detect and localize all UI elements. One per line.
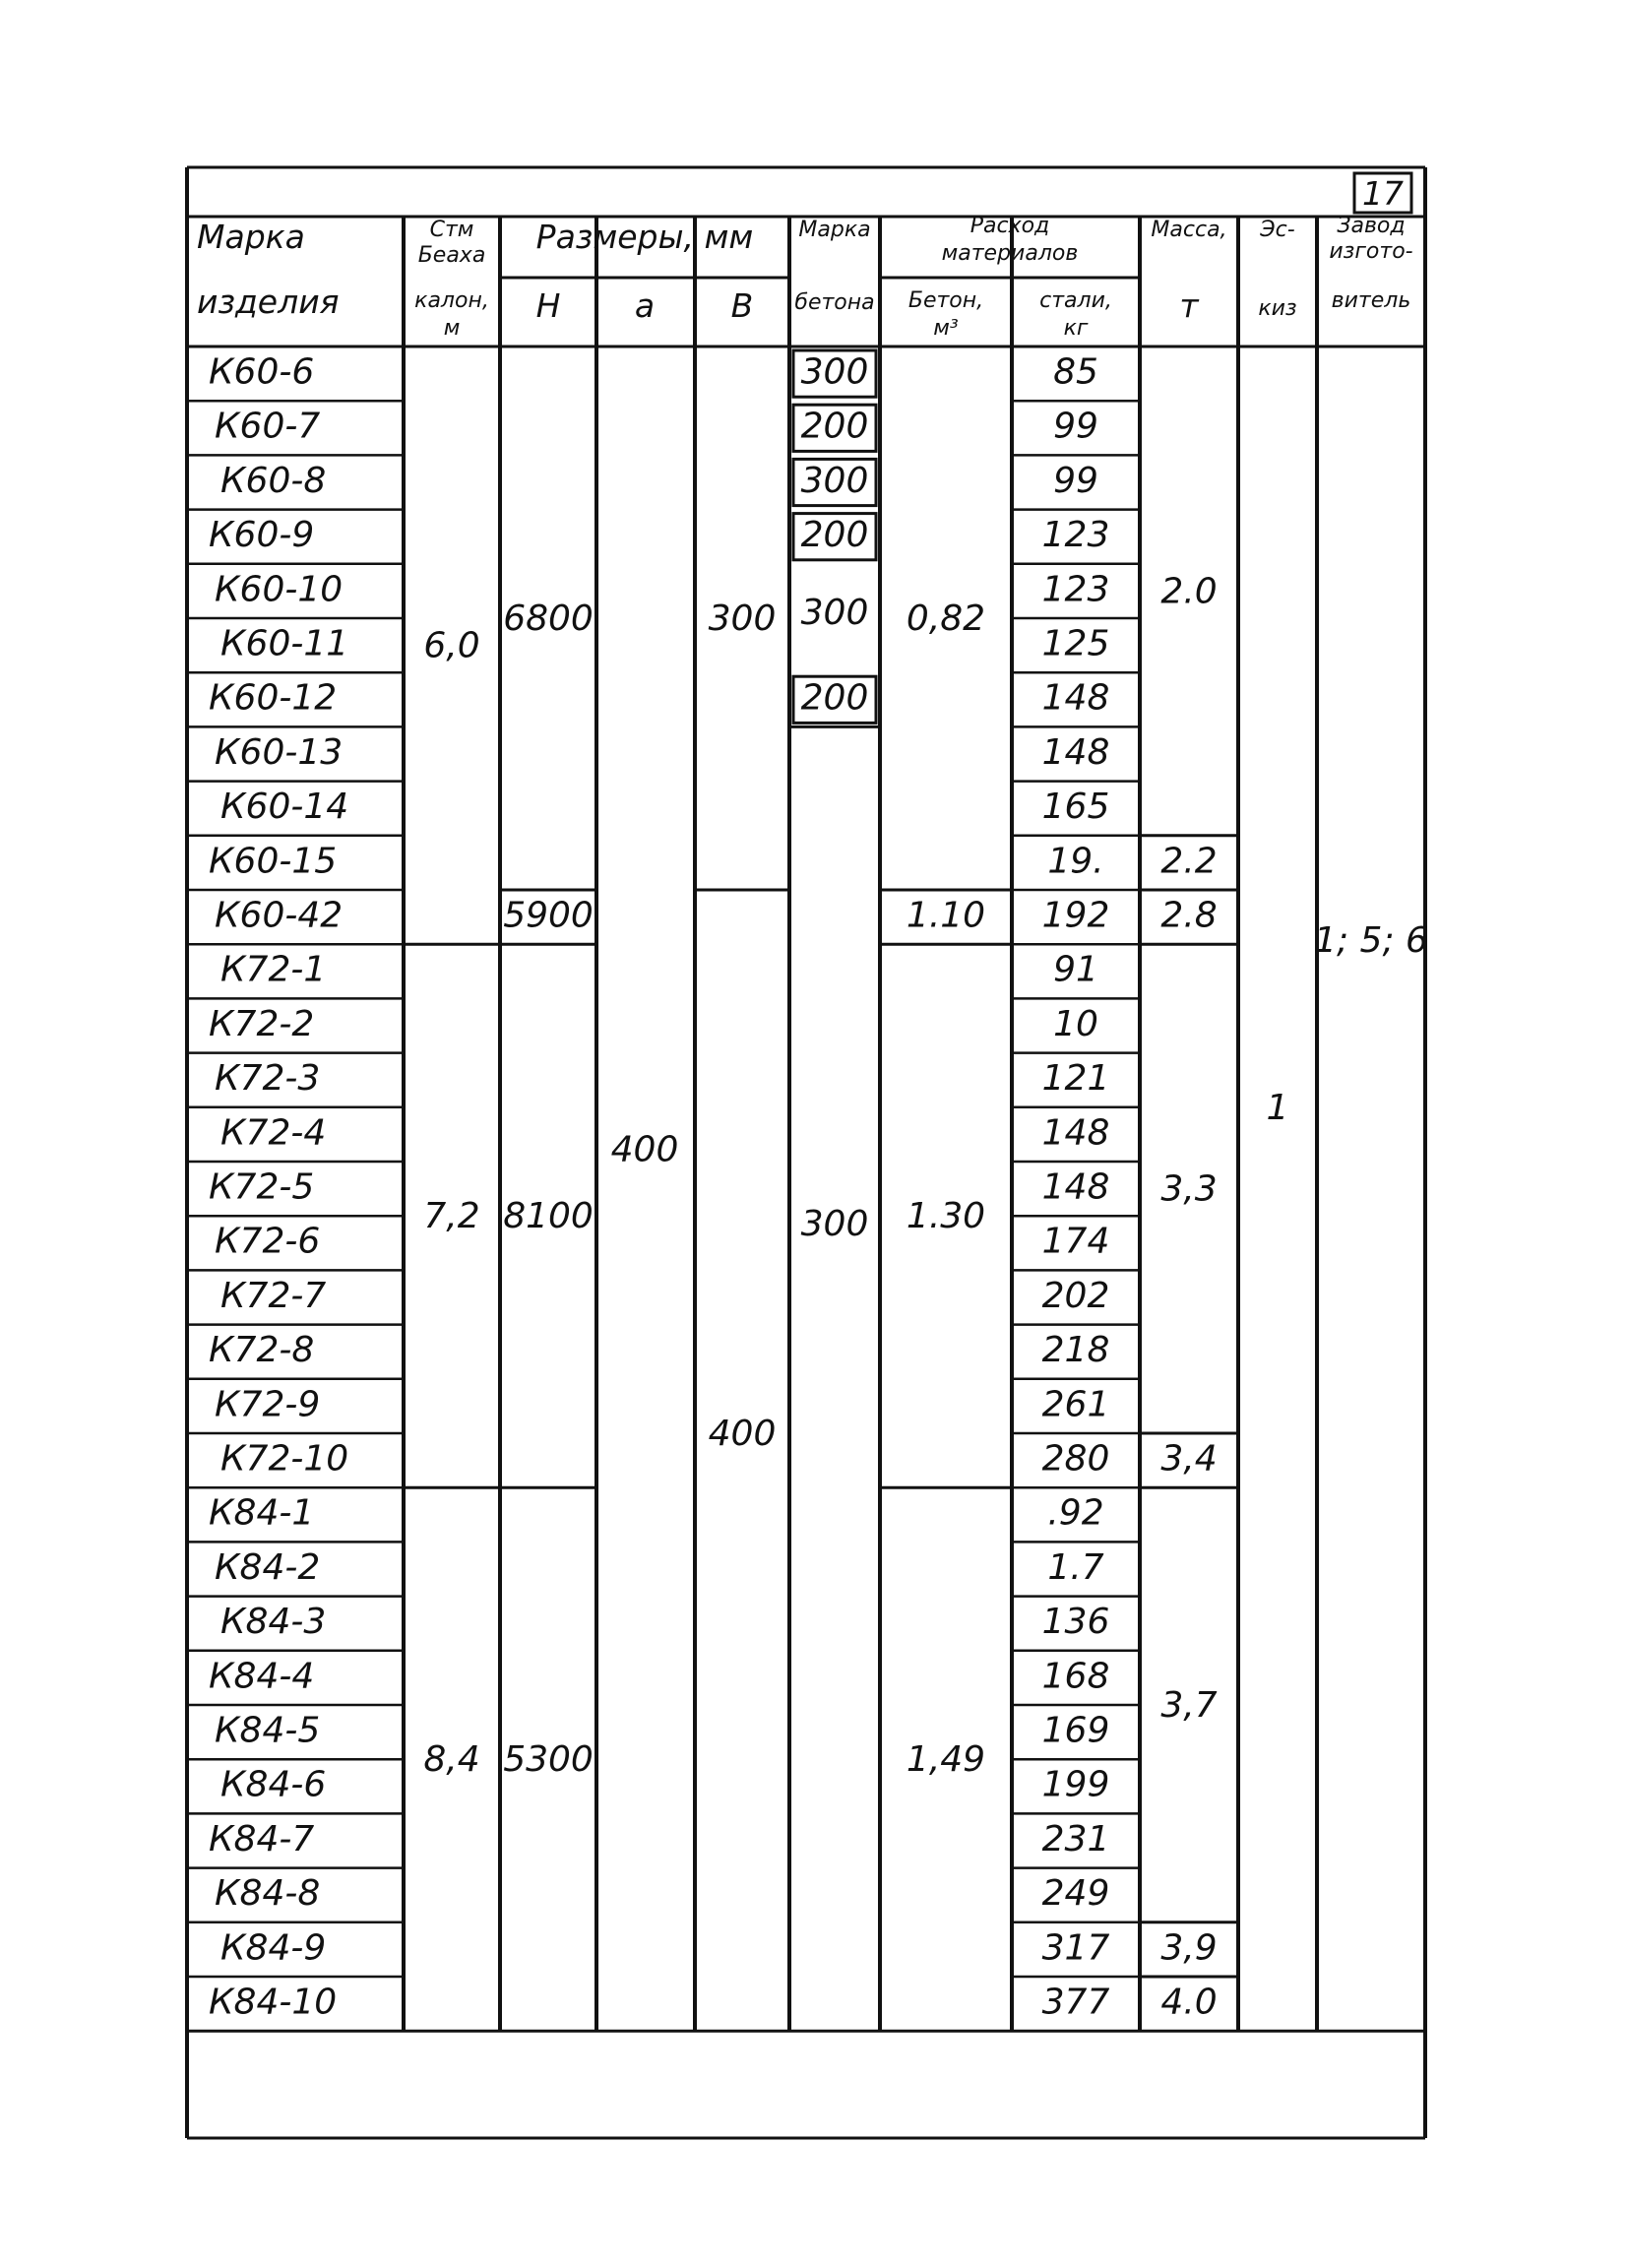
product-mark: К72-6 (215, 1221, 321, 1262)
width-a-all: 400 (610, 1129, 679, 1170)
header-massa: Масса, (1151, 218, 1227, 242)
header-beton: Бетон, (907, 288, 984, 313)
header-eskiz: Эс- (1260, 218, 1295, 242)
steel-value: 231 (1041, 1818, 1110, 1859)
steel-value: 280 (1041, 1438, 1110, 1480)
concrete-grade: 200 (800, 406, 869, 447)
product-mark: К72-9 (215, 1384, 321, 1425)
product-mark: К84-8 (215, 1873, 321, 1915)
steel-value: 125 (1041, 623, 1110, 664)
header-beton-unit: м³ (933, 316, 959, 341)
width-b-60: 300 (708, 598, 777, 639)
mass-84-9: 3,9 (1160, 1927, 1218, 1969)
steel-value: 10 (1053, 1003, 1098, 1044)
steel-value: 123 (1041, 569, 1110, 610)
product-mark: К84-6 (220, 1764, 327, 1805)
header-zavod: Завод (1337, 214, 1406, 238)
header-eskiz2: киз (1258, 296, 1297, 321)
steel-value: 148 (1041, 1112, 1110, 1154)
steel-value: 148 (1041, 731, 1110, 773)
product-mark: К60-8 (220, 460, 327, 501)
mass-60: 2.0 (1160, 571, 1218, 612)
steel-value: 377 (1041, 1982, 1110, 2023)
product-mark: К60-13 (215, 731, 344, 773)
header-stal: стали, (1039, 288, 1112, 313)
steel-value: 136 (1041, 1602, 1110, 1643)
concrete-grade: 300 (800, 351, 869, 393)
product-mark: К84-1 (209, 1492, 315, 1534)
product-mark: К60-10 (215, 569, 344, 610)
steel-value: 91 (1053, 949, 1098, 990)
product-mark: К60-14 (220, 787, 349, 828)
steel-value: 261 (1041, 1384, 1110, 1425)
height-84: 5300 (503, 1739, 594, 1781)
page-number: 17 (1362, 174, 1404, 213)
mass-84: 3,7 (1160, 1685, 1218, 1726)
product-mark: К72-10 (220, 1438, 349, 1480)
steel-value: 121 (1041, 1058, 1110, 1100)
concrete-grade: 200 (800, 515, 869, 556)
sketch-number: 1 (1266, 1087, 1289, 1128)
steel-value: 123 (1041, 515, 1110, 556)
header-materialov: материалов (941, 241, 1079, 266)
height-60: 6800 (503, 598, 594, 639)
mass-72: 3,3 (1160, 1168, 1218, 1210)
steel-value: 1.7 (1047, 1546, 1104, 1588)
steel-value: 85 (1053, 351, 1098, 393)
product-mark: К84-4 (209, 1656, 315, 1697)
mass-60-42: 2.8 (1160, 895, 1218, 936)
steel-value: 218 (1041, 1330, 1110, 1371)
header-zavod3: витель (1331, 288, 1411, 313)
product-mark: К60-7 (215, 406, 321, 447)
steel-value: 148 (1041, 677, 1110, 719)
manufacturer-plants: 1; 5; 6 (1314, 920, 1428, 962)
product-mark: К72-2 (209, 1003, 315, 1044)
product-mark: К60-12 (209, 677, 338, 719)
steel-value: 148 (1041, 1166, 1110, 1208)
product-mark: К60-15 (209, 841, 338, 882)
header-zavod2: изгото- (1329, 239, 1413, 264)
header-b: В (730, 286, 754, 325)
product-mark: К60-6 (209, 351, 315, 393)
header-kalon: калон, (414, 288, 489, 313)
product-mark: К60-11 (220, 623, 349, 664)
width-b-lower: 400 (708, 1414, 777, 1454)
height-60-42: 5900 (503, 895, 594, 936)
header-stm: Стм (429, 218, 474, 242)
concrete-grade-lower: 300 (800, 1204, 869, 1245)
product-mark: К72-3 (215, 1058, 321, 1100)
product-mark: К84-2 (215, 1546, 321, 1588)
product-mark: К84-5 (215, 1710, 321, 1751)
header-marka-short: Марка (798, 218, 871, 242)
mass-60-15: 2.2 (1160, 841, 1218, 882)
product-mark: К72-5 (209, 1166, 315, 1208)
steel-value: 174 (1041, 1221, 1110, 1262)
concrete-grade-60-10: 300 (800, 593, 869, 633)
header-kalon-unit: м (443, 316, 461, 341)
concrete-grade: 300 (800, 460, 869, 501)
product-mark: К72-1 (220, 949, 327, 990)
steel-value: 317 (1041, 1927, 1110, 1969)
header-stal-unit: кг (1063, 316, 1089, 341)
concrete-84: 1,49 (906, 1739, 986, 1781)
length-72: 7,2 (423, 1196, 480, 1237)
concrete-grade: 200 (800, 677, 869, 719)
product-mark: К72-7 (220, 1275, 327, 1316)
header-a: а (634, 286, 656, 325)
concrete-72: 1.30 (906, 1196, 986, 1237)
concrete-60-42: 1.10 (906, 895, 986, 936)
mass-84-10: 4.0 (1160, 1982, 1218, 2023)
steel-value: 168 (1041, 1656, 1110, 1697)
header-razmery: Размеры, мм (535, 218, 754, 256)
length-84: 8,4 (423, 1739, 480, 1781)
header-beaxt: Беаха (417, 243, 486, 268)
header-izdelia: изделия (197, 283, 340, 321)
steel-value: 249 (1041, 1873, 1110, 1915)
product-mark: К84-7 (209, 1818, 315, 1859)
product-mark: К72-4 (220, 1112, 327, 1154)
steel-value: 99 (1053, 406, 1098, 447)
steel-value: 19. (1047, 841, 1104, 882)
steel-value: 165 (1041, 787, 1110, 828)
steel-value: 169 (1041, 1710, 1110, 1751)
height-72: 8100 (503, 1196, 594, 1237)
header-h: Н (535, 286, 561, 325)
product-mark: К60-9 (209, 515, 315, 556)
concrete-60: 0,82 (906, 598, 986, 639)
product-mark: К84-10 (209, 1982, 338, 2023)
header-massa-unit: т (1179, 286, 1199, 325)
length-60: 6,0 (423, 625, 480, 666)
steel-value: 199 (1041, 1764, 1110, 1805)
steel-value: .92 (1047, 1492, 1104, 1534)
steel-value: 99 (1053, 460, 1098, 501)
product-mark: К84-9 (220, 1927, 327, 1969)
header-marka-beton: бетона (794, 290, 875, 315)
header-marka: Марка (197, 218, 305, 256)
header-rashod: Расход (970, 214, 1050, 238)
product-mark: К84-3 (220, 1602, 327, 1643)
product-mark: К60-42 (215, 895, 344, 936)
product-mark: К72-8 (209, 1330, 315, 1371)
steel-value: 202 (1041, 1275, 1110, 1316)
mass-72-10: 3,4 (1160, 1438, 1218, 1480)
steel-value: 192 (1041, 895, 1110, 936)
